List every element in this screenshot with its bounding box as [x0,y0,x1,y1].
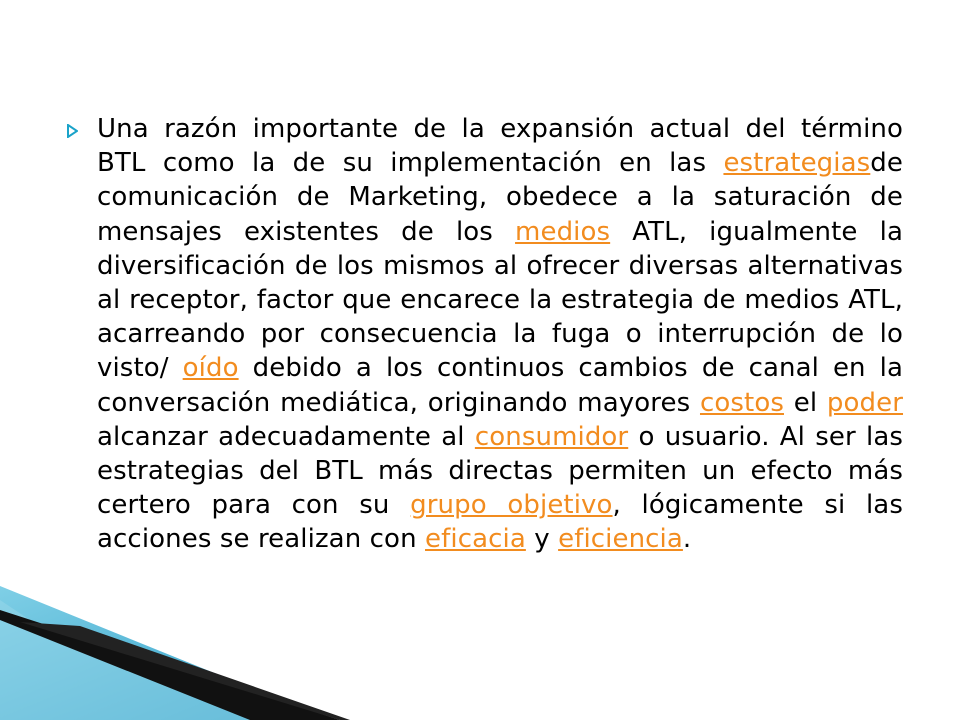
text-segment: de comunicación de Marketing, obedece a la saturación de mensajes existentes de los [97,148,903,247]
text-segment: o usuario. Al ser las estrategias del BTL más directas permiten un efecto más certero para con su [97,421,904,521]
link-eficacia[interactable]: eficacia [425,524,526,555]
link-costos[interactable]: costos [699,387,784,418]
link-poder[interactable]: poder [826,387,904,418]
text-segment: . [682,524,692,555]
text-segment: , lógicamente si las acciones se realizan con [97,490,903,555]
link-medios[interactable]: medios [515,216,611,247]
text-segment: el [783,387,827,418]
text-segment: Una razón importante de la expansión actual del término BTL como la de su implementación en las [97,114,903,179]
link-oido[interactable]: oído [182,353,239,384]
link-consumidor[interactable]: consumidor [474,421,629,452]
link-eficiencia[interactable]: eficiencia [558,524,683,555]
link-grupo-objetivo[interactable]: grupo objetivo [410,490,613,521]
body-paragraph [97,112,903,557]
text-segment: debido a los continuos cambios de canal en la conversación mediática, originando mayores [97,353,904,418]
text-segment: alcanzar adecuadamente al [97,421,475,452]
link-estrategias[interactable]: estrategias [723,148,871,179]
triangle-bullet-icon [66,124,78,138]
text-segment: y [525,524,559,555]
text-segment: ATL, igualmente la diversificación de los mismos al ofrecer diversas alternativas al receptor, factor que encarece la estrategia de medios ATL, acarreando por consecuencia la fuga o interrupción de lo visto/ [97,216,903,384]
